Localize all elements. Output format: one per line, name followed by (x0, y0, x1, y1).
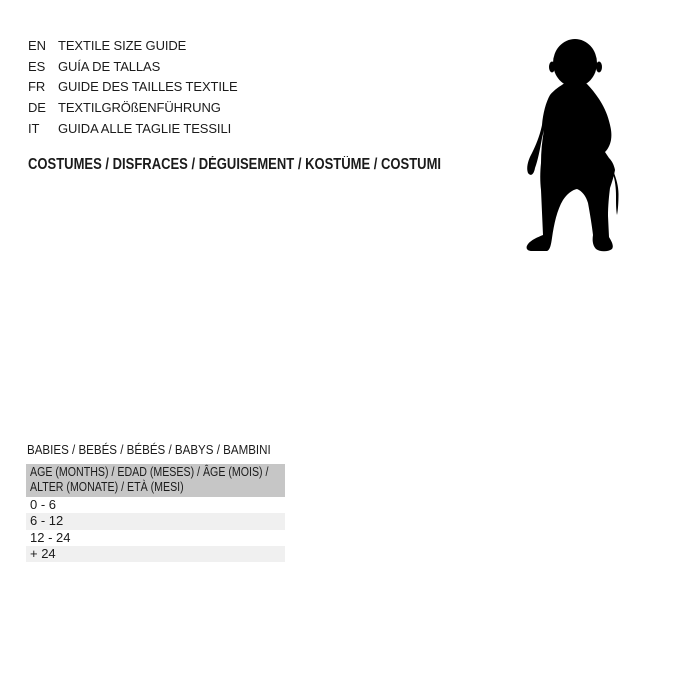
age-size-table (26, 464, 285, 562)
language-code: ES (28, 58, 46, 74)
table-row-24-plus: + 24 (26, 546, 285, 562)
language-code: FR (28, 79, 46, 95)
language-row-fr (28, 77, 238, 98)
age-table-header (26, 464, 285, 497)
baby-silhouette-icon (522, 38, 622, 254)
language-label: GUIDE DES TAILLES TEXTILE (58, 79, 238, 95)
language-code: EN (28, 38, 46, 53)
language-code: DE (28, 100, 46, 116)
language-row-es (28, 57, 238, 78)
language-label: GUIDA ALLE TAGLIE TESSILI (58, 120, 232, 136)
language-row-en (28, 36, 238, 57)
age-table-header-line1: AGE (MONTHS) / EDAD (MESES) / ÂGE (MOIS) / (30, 465, 269, 479)
language-list (28, 36, 238, 139)
table-row-12-24: 12 - 24 (30, 529, 71, 545)
language-row-de (28, 98, 238, 119)
age-table-header-line2: ALTER (MONATE) / ETÀ (MESI) (30, 480, 184, 494)
table-row-6-12: 6 - 12 (26, 513, 285, 529)
language-label: GUÍA DE TALLAS (58, 58, 161, 74)
category-title: COSTUMES / DISFRACES / DÉGUISEMENT / KOSTÜME / COSTUMI (28, 156, 442, 173)
language-row-it (28, 119, 238, 140)
language-label: TEXTILGRÖßENFÜHRUNG (58, 100, 221, 116)
babies-section-title: BABIES / BEBÉS / BÉBÉS / BABYS / BAMBINI (27, 442, 271, 457)
language-code: IT (28, 120, 40, 136)
language-label: TEXTILE SIZE GUIDE (58, 38, 187, 53)
table-row-0-6: 0 - 6 (30, 497, 57, 512)
